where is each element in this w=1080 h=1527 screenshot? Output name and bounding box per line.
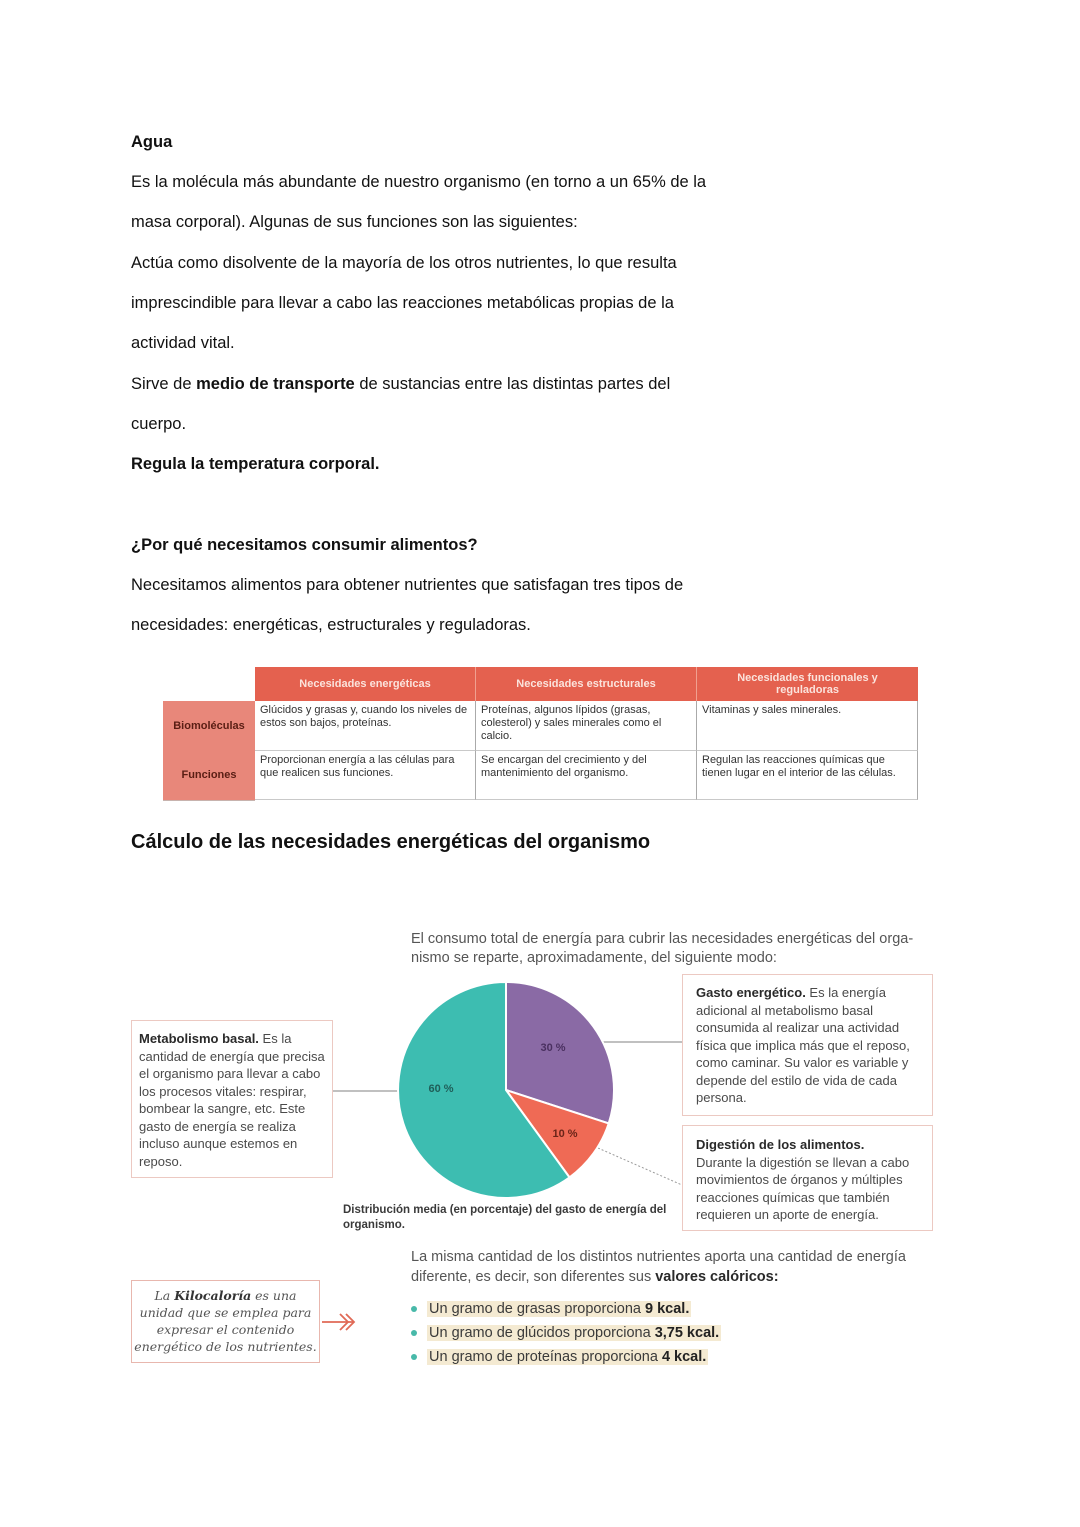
table-cell: Vitaminas y sales minerales. bbox=[697, 701, 918, 751]
transport-suffix: de sustancias entre las distintas partes del bbox=[354, 375, 671, 393]
kcal-note bbox=[131, 1280, 320, 1363]
table-row-label-biomoleculas: Biomoléculas bbox=[163, 701, 255, 752]
kcal-bold: Kilocaloría bbox=[174, 1288, 252, 1303]
table-header-estructurales: Necesidades estructurales bbox=[476, 667, 697, 701]
caloric-intro-prefix: diferente, es decir, son diferentes sus bbox=[411, 1269, 656, 1285]
agua-line-2: masa corporal). Algunas de sus funciones son las siguientes: bbox=[131, 213, 578, 231]
calc-intro-1: El consumo total de energía para cubrir las necesidades energéticas del orga- bbox=[411, 931, 914, 947]
agua-temp: Regula la temperatura corporal. bbox=[131, 455, 380, 473]
calc-intro-2: nismo se reparte, aproximadamente, del siguiente modo: bbox=[411, 950, 777, 966]
gasto-text: Es la energía adicional al metabolismo basal consumida al realizar una actividad física que implica más que el reposo, como caminar. Su valor es variable y depende del estilo de vida de cada persona. bbox=[696, 985, 910, 1105]
agua-transport-cont: cuerpo. bbox=[131, 415, 187, 433]
gasto-box bbox=[682, 974, 933, 1116]
bullet-dot-icon bbox=[411, 1354, 417, 1360]
table-cell: Glúcidos y grasas y, cuando los niveles de estos son bajos, proteínas. bbox=[255, 701, 476, 751]
bullet-text: Un gramo de glúcidos proporciona bbox=[429, 1325, 655, 1341]
agua-heading: Agua bbox=[131, 133, 173, 151]
pie-caption: Distribución media (en porcentaje) del gasto de energía del organismo. bbox=[343, 1204, 667, 1231]
calc-heading: Cálculo de las necesidades energéticas del organismo bbox=[131, 831, 651, 853]
bullet-dot-icon bbox=[411, 1306, 417, 1312]
list-item bbox=[411, 1347, 708, 1367]
gasto-title: Gasto energético. bbox=[696, 985, 806, 1000]
table-cell: Regulan las reacciones químicas que tienen lugar en el interior de las células. bbox=[697, 751, 918, 800]
kcal-prefix: La bbox=[154, 1288, 175, 1303]
bullet-value: 9 kcal. bbox=[645, 1301, 690, 1317]
why-line-1: Necesitamos alimentos para obtener nutrientes que satisfagan tres tipos de bbox=[131, 576, 684, 594]
table-cell: Proporcionan energía a las células para que realicen sus funciones. bbox=[255, 751, 476, 800]
basal-box bbox=[131, 1020, 333, 1178]
pie-label-basal: 60 % bbox=[428, 1083, 454, 1095]
agua-line-5: actividad vital. bbox=[131, 334, 235, 352]
why-line-2: necesidades: energéticas, estructurales y reguladoras. bbox=[131, 616, 531, 634]
agua-line-4: imprescindible para llevar a cabo las reacciones metabólicas propias de la bbox=[131, 294, 674, 312]
basal-title: Metabolismo basal. bbox=[139, 1031, 259, 1046]
why-heading: ¿Por qué necesitamos consumir alimentos? bbox=[131, 536, 478, 554]
caloric-intro-1: La misma cantidad de los distintos nutrientes aporta una cantidad de energía bbox=[411, 1249, 906, 1265]
agua-line-3: Actúa como disolvente de la mayoría de los otros nutrientes, lo que resulta bbox=[131, 254, 677, 272]
pie-label-gasto: 30 % bbox=[540, 1042, 566, 1054]
bullet-dot-icon bbox=[411, 1330, 417, 1336]
double-arrow-right-icon bbox=[322, 1314, 354, 1330]
caloric-intro-bold: valores calóricos: bbox=[655, 1269, 779, 1285]
list-item bbox=[411, 1299, 691, 1319]
table-cell: Se encargan del crecimiento y del mantenimiento del organismo. bbox=[476, 751, 697, 800]
pie-label-digestion: 10 % bbox=[552, 1128, 578, 1140]
bullet-value: 4 kcal. bbox=[661, 1349, 707, 1365]
basal-text: Es la cantidad de energía que precisa el organismo para llevar a cabo los procesos vitales: respirar, bombear la sangre, etc. Este gasto de energía se realiza incluso aunque estemos en reposo. bbox=[139, 1031, 325, 1169]
table-header-energeticas: Necesidades energéticas bbox=[255, 667, 476, 701]
transport-prefix: Sirve de bbox=[131, 375, 197, 393]
bullet-value: 3,75 kcal. bbox=[654, 1325, 720, 1341]
bullet-text: Un gramo de grasas proporciona bbox=[429, 1301, 646, 1317]
caloric-intro-2 bbox=[411, 1268, 779, 1288]
kcal-text: es una unidad que se emplea para expresar el contenido energético de los nutrientes. bbox=[134, 1288, 317, 1354]
list-item bbox=[411, 1323, 721, 1343]
table-row-label-funciones: Funciones bbox=[163, 751, 255, 801]
connector-digestion bbox=[598, 1148, 682, 1185]
table-header-funcionales: Necesidades funcionales y reguladoras bbox=[697, 667, 918, 701]
digestion-text: Durante la digestión se llevan a cabo movimientos de órganos y múltiples reacciones químicas que también requieren un aporte de energía. bbox=[696, 1154, 910, 1222]
table-cell: Proteínas, algunos lípidos (grasas, colesterol) y sales minerales como el calcio. bbox=[476, 701, 697, 751]
digestion-title: Digestión de los alimentos. bbox=[696, 1137, 865, 1152]
digestion-box bbox=[682, 1125, 933, 1231]
bullet-text: Un gramo de proteínas proporciona bbox=[429, 1349, 662, 1365]
transport-bold: medio de transporte bbox=[196, 375, 355, 393]
agua-line-1: Es la molécula más abundante de nuestro organismo (en torno a un 65% de la bbox=[131, 173, 707, 191]
